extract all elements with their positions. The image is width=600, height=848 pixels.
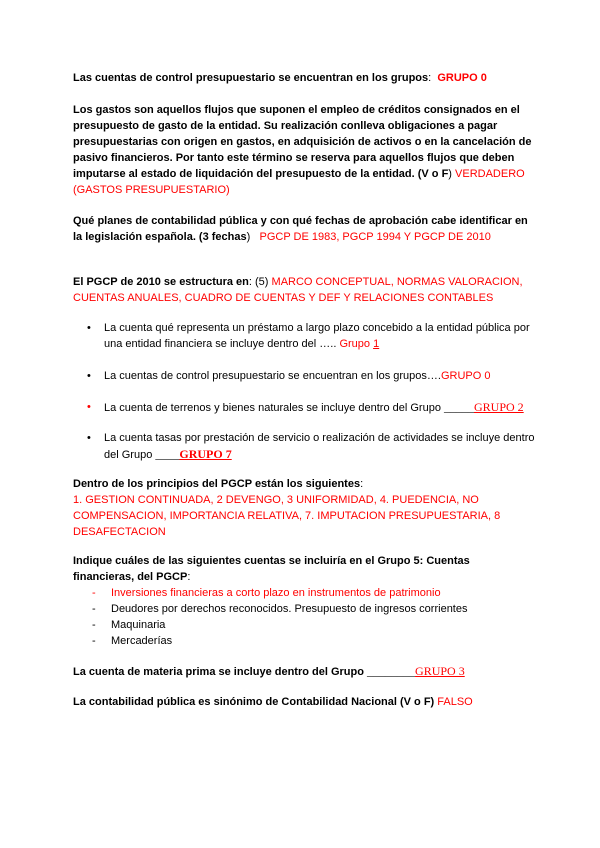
answer-grupo-7: GRUPO 7 — [179, 447, 232, 461]
question-control-presupuestario: Las cuentas de control presupuestario se encuentran en los grupos: GRUPO 0 — [73, 72, 487, 84]
list-item: - Mercaderías — [92, 635, 173, 647]
answer-grupo-0: GRUPO 0 — [437, 72, 487, 84]
list-item: • La cuenta de terrenos y bienes naturales se incluye dentro del Grupo _____GRUPO 2 — [87, 400, 524, 414]
list-item: - Deudores por derechos reconocidos. Presupuesto de ingresos corrientes — [92, 603, 468, 615]
answer-grupo-0: GRUPO 0 — [440, 370, 491, 382]
question-contabilidad-nacional: La contabilidad pública es sinónimo de Contabilidad Nacional (V o F) FALSO — [73, 696, 473, 708]
answer-verdadero: VERDADERO (GASTOS PRESUPUESTARIO) — [73, 168, 525, 196]
list-item: - Maquinaria — [92, 619, 166, 631]
answer-grupo-2: GRUPO 2 — [474, 400, 524, 414]
question-gastos: Los gastos son aquellos flujos que suponen el empleo de créditos consignados en el presupuesto de gasto de la entidad. Su realización conlleva obligaciones a pagar presupuestarias con origen en gastos, en adquisición de activos o en la cancelación de pasivo financieros. Por tanto este término se reserva para aquellos flujos que deben imputarse al estado de liquidación del presupuesto de la entidad. (V o F) VERDADERO (GASTOS PRESUPUESTARIO) — [73, 104, 532, 196]
list-item: • La cuentas de control presupuestario se encuentran en los grupos….GRUPO 0 — [87, 370, 491, 382]
answer-falso: FALSO — [437, 696, 473, 708]
question-grupo-5: Indique cuáles de las siguientes cuentas se incluiría en el Grupo 5: Cuentas financieras, del PGCP: — [73, 555, 470, 583]
question-materia-prima: La cuenta de materia prima se incluye dentro del Grupo ________GRUPO 3 — [73, 664, 465, 678]
list-item: - Inversiones financieras a corto plazo en instrumentos de patrimonio — [92, 587, 441, 599]
question-planes-contabilidad: Qué planes de contabilidad pública y con qué fechas de aprobación cabe identificar en la legislación española. (3 fechas) PGCP DE 1983, PGCP 1994 Y PGCP DE 2010 — [73, 215, 528, 243]
answer-estructura: MARCO CONCEPTUAL, NORMAS VALORACION, CUENTAS ANUALES, CUADRO DE CUENTAS Y DEF Y RELACIONES CONTABLES — [73, 276, 523, 304]
list-item: • La cuenta qué representa un préstamo a largo plazo concebido a la entidad pública por una entidad financiera se incluye dentro del ….. Grupo 1 — [87, 322, 530, 350]
answer-planes: PGCP DE 1983, PGCP 1994 Y PGCP DE 2010 — [259, 231, 491, 243]
answer-principios: 1. GESTION CONTINUADA, 2 DEVENGO, 3 UNIFORMIDAD, 4. PUEDENCIA, NO COMPENSACION, IMPORTANCIA RELATIVA, 7. IMPUTACION PRESUPUESTARIA, 8 DESAFECTACION — [73, 494, 501, 538]
list-item: • La cuenta tasas por prestación de servicio o realización de actividades se incluye dentro del Grupo ____GRUPO 7 — [87, 432, 535, 461]
question-estructura-pgcp: El PGCP de 2010 se estructura en: (5) MARCO CONCEPTUAL, NORMAS VALORACION, CUENTAS ANUALES, CUADRO DE CUENTAS Y DEF Y RELACIONES CONTABLES — [73, 276, 523, 304]
question-principios: Dentro de los principios del PGCP están los siguientes: — [73, 478, 364, 490]
dash-list — [92, 585, 512, 649]
answer-grupo-1: 1 — [373, 338, 380, 350]
answer-grupo-3: GRUPO 3 — [415, 664, 465, 678]
